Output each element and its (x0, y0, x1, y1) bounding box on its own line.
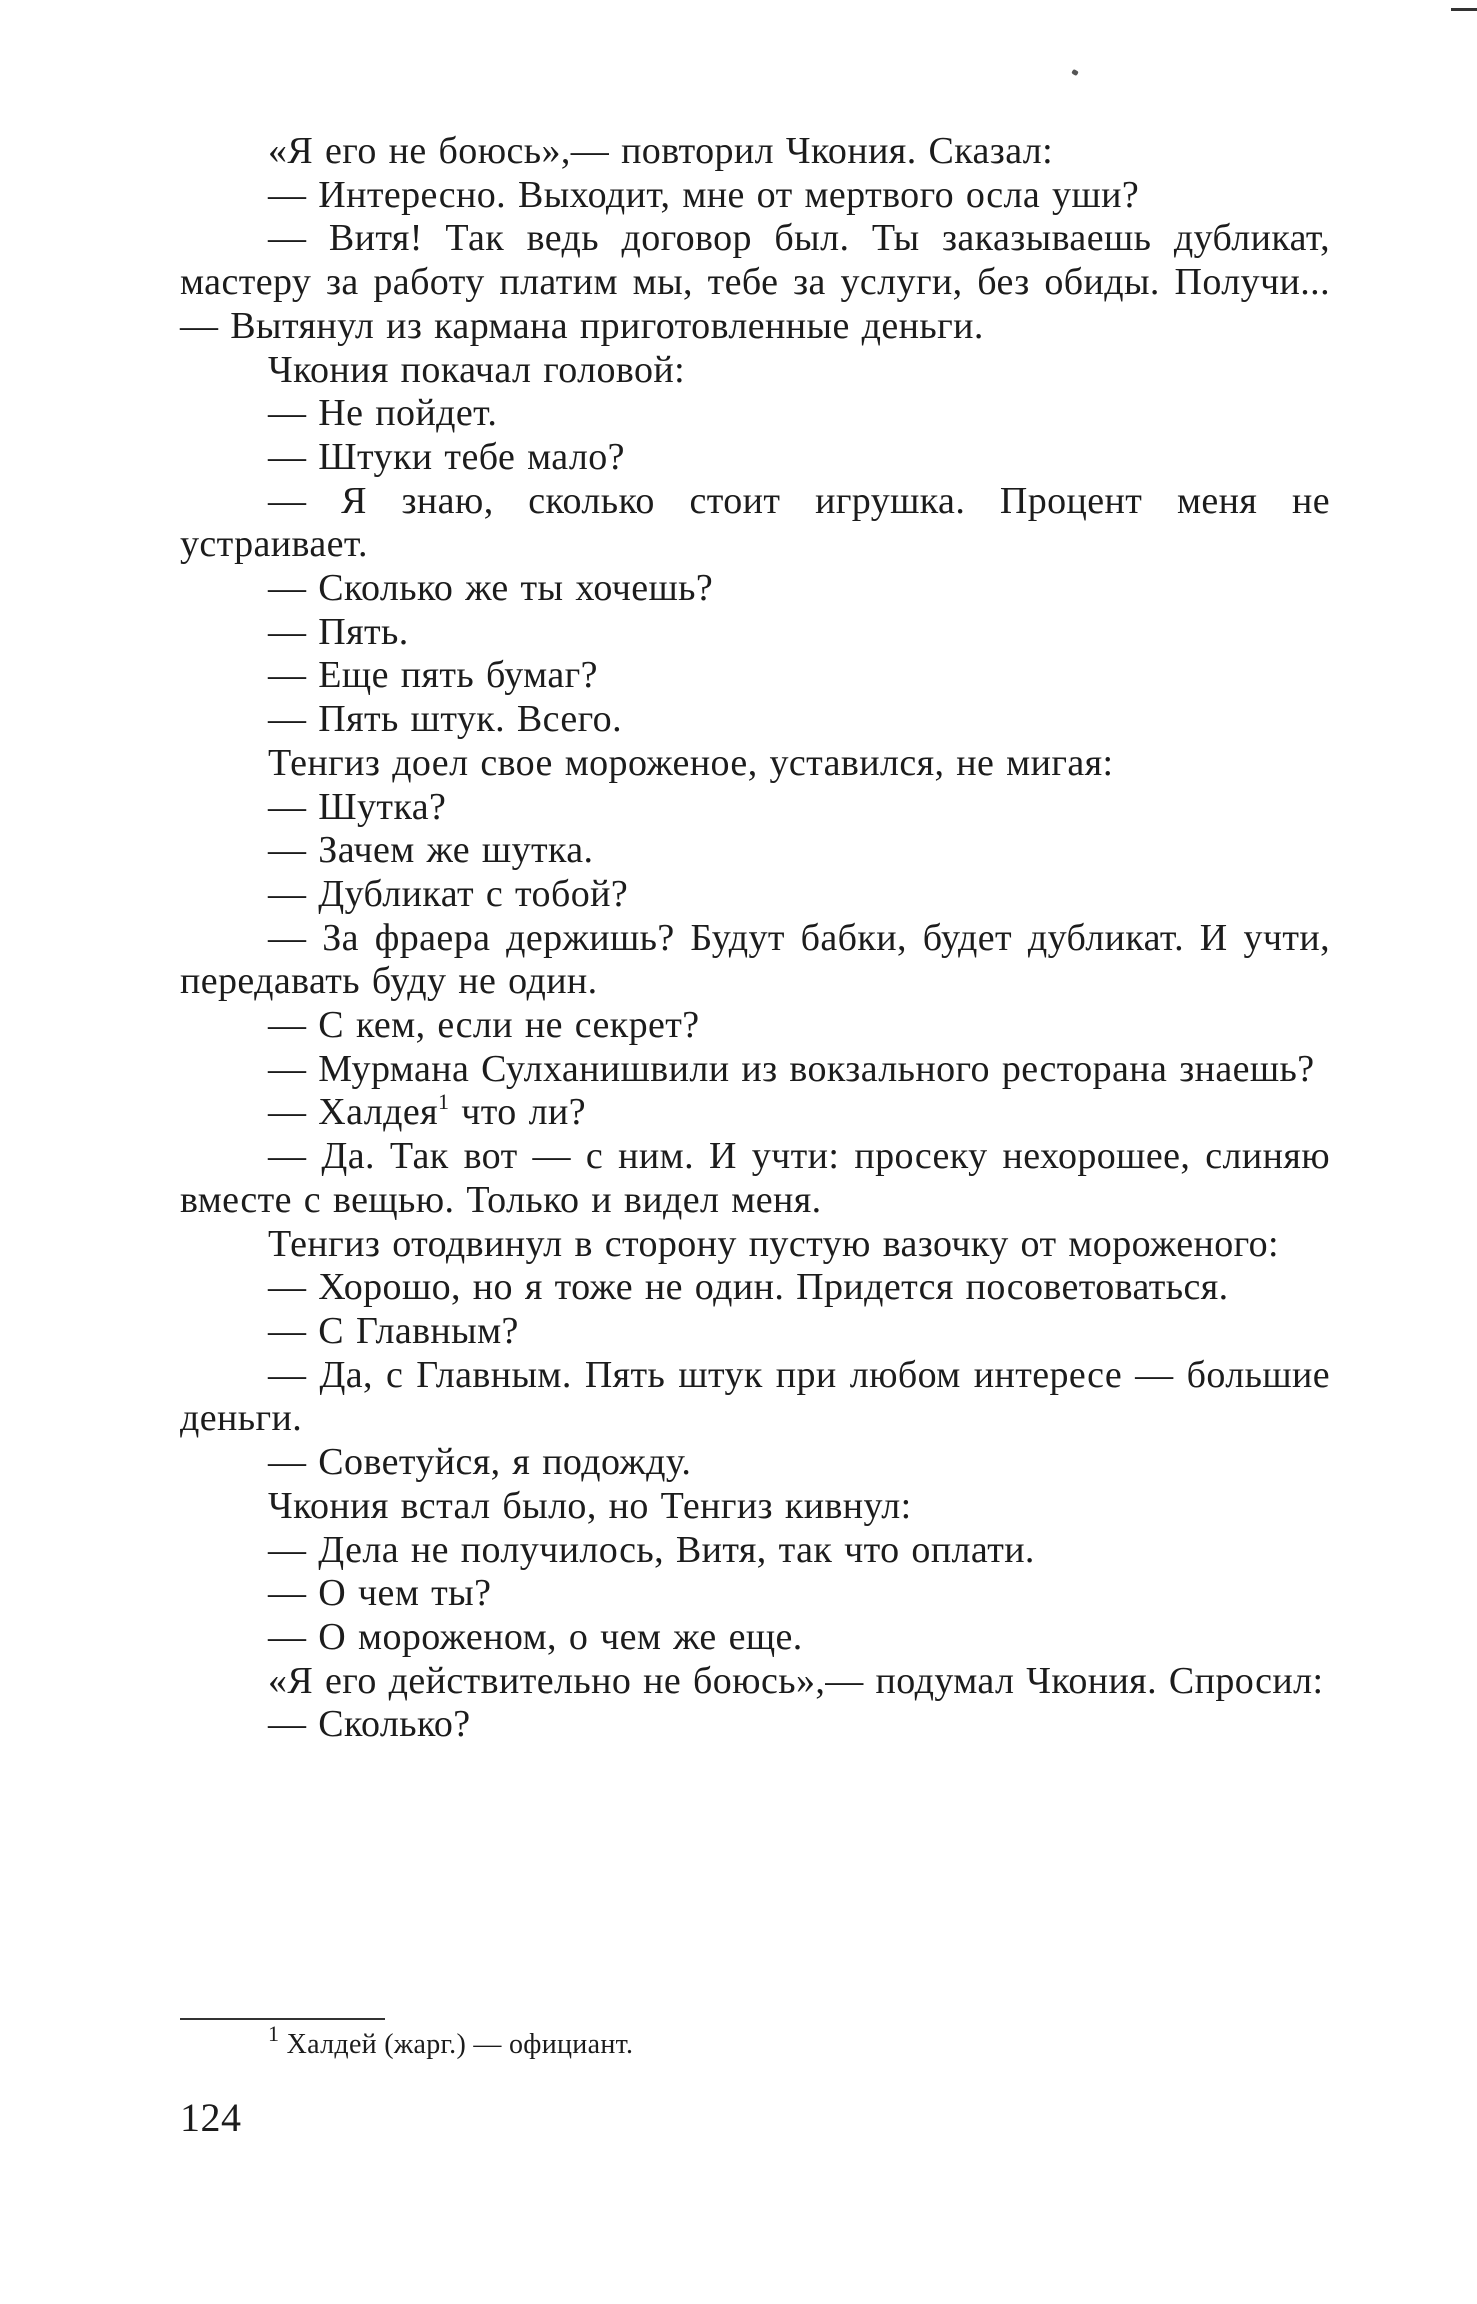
body-text (180, 130, 1330, 1747)
footnote-marker: 1 (268, 2020, 280, 2046)
paragraph: — Сколько? (268, 1703, 471, 1746)
paragraph: — Мурмана Сулханишвили из вокзального ресторана знаешь? (268, 1047, 1315, 1090)
paragraph: Чкония встал было, но Тенгиз кивнул: (268, 1484, 912, 1527)
paragraph: Чкония покачал головой: (268, 348, 686, 391)
paragraph: — Пять. (268, 610, 409, 653)
footnote (268, 2020, 634, 2062)
paragraph-text: — Халдея (268, 1091, 438, 1134)
paragraph: — Пять штук. Всего. (268, 698, 622, 741)
paragraph: — Витя! Так ведь договор был. Ты заказываешь дубликат, мастеру за работу платим мы, тебе за услуги, без обиды. Получи... — Вытянул из кармана приготовленные деньги. (180, 217, 1330, 347)
paragraph: Тенгиз отодвинул в сторону пустую вазочку от мороженого: (268, 1222, 1280, 1265)
paragraph: — Дела не получилось, Витя, так что оплати. (268, 1528, 1035, 1571)
paragraph: — Дубликат с тобой? (268, 872, 629, 915)
paragraph: — За фраера держишь? Будут бабки, будет дубликат. И учти, передавать буду не один. (180, 916, 1330, 1003)
paragraph: — Да. Так вот — с ним. И учти: просеку нехорошее, слиняю вместе с вещью. Только и видел меня. (180, 1135, 1330, 1221)
scan-speck (1071, 69, 1079, 76)
paragraph: — Еще пять бумаг? (268, 654, 598, 697)
footnote-divider (180, 2018, 385, 2020)
paragraph: — Шутка? (268, 785, 447, 828)
paragraph: Тенгиз доел свое мороженое, уставился, не мигая: (268, 741, 1114, 784)
paragraph: — Зачем же шутка. (268, 829, 594, 872)
paragraph-text-tail: что ли? (449, 1091, 586, 1134)
paragraph: — О мороженом, о чем же еще. (268, 1615, 803, 1658)
paragraph: — Интересно. Выходит, мне от мертвого осла уши? (268, 173, 1140, 216)
paragraph: — С кем, если не секрет? (268, 1004, 700, 1047)
paragraph: — Советуйся, я подожду. (268, 1441, 692, 1484)
paragraph: — О чем ты? (268, 1572, 492, 1615)
paragraph: — Сколько же ты хочешь? (268, 567, 714, 610)
scan-edge-mark (1451, 8, 1477, 11)
paragraph: — Штуки тебе мало? (268, 435, 625, 478)
paragraph: «Я его действительно не боюсь»,— подумал Чкония. Спросил: (268, 1659, 1324, 1702)
paragraph: — Хорошо, но я тоже не один. Придется посоветоваться. (268, 1266, 1229, 1309)
paragraph: — Да, с Главным. Пять штук при любом интересе — большие деньги. (180, 1353, 1330, 1440)
paragraph: — Я знаю, сколько стоит игрушка. Процент меня не устраивает. (180, 479, 1330, 566)
page-number: 124 (180, 2095, 242, 2140)
paragraph-with-footnote (180, 1088, 1330, 1135)
footnote-text: Халдей (жарг.) — официант. (286, 2029, 634, 2060)
footnote-reference: 1 (437, 1088, 450, 1114)
paragraph: — С Главным? (268, 1309, 519, 1352)
paragraph: — Не пойдет. (268, 392, 498, 435)
paragraph: «Я его не боюсь»,— повторил Чкония. Сказал: (268, 130, 1054, 172)
